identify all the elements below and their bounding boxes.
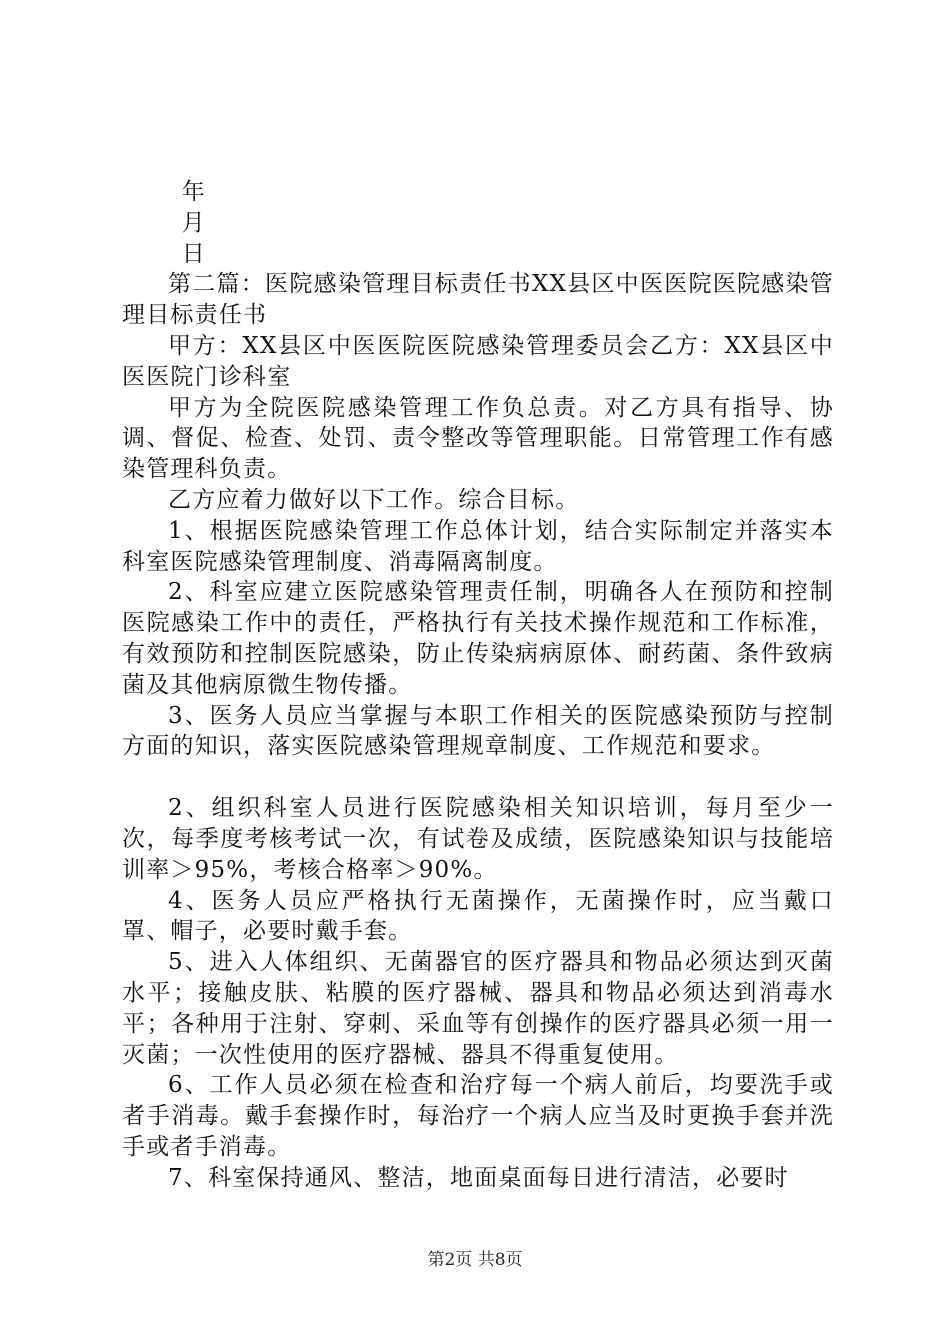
paragraph: 甲方为全院医院感染管理工作负总责。对乙方具有指导、协调、督促、检查、处罚、责令整改等管理职能。日常管理工作有感染管理科负责。	[122, 394, 834, 483]
paragraph: 4、医务人员应严格执行无菌操作，无菌操作时，应当戴口罩、帽子，必要时戴手套。	[122, 887, 834, 945]
date-month: 月	[181, 209, 206, 236]
party-line: 甲方：XX县区中医医院医院感染管理委员会乙方：XX县区中医医院门诊科室	[122, 332, 834, 390]
document-body	[122, 177, 834, 1194]
paragraph: 6、工作人员必须在检查和治疗每一个病人前后，均要洗手或者手消毒。戴手套操作时，每治疗一个病人应当及时更换手套并洗手或者手消毒。	[122, 1072, 834, 1160]
paragraph: 2、科室应建立医院感染管理责任制，明确各人在预防和控制医院感染工作中的责任，严格执行有关技术操作规范和工作标准，有效预防和控制医院感染，防止传染病病原体、耐药菌、条件致病菌及其他病原微生物传播。	[122, 579, 834, 698]
paragraph: 1、根据医院感染管理工作总体计划，结合实际制定并落实本科室医院感染管理制度、消毒隔离制度。	[122, 517, 834, 575]
section-title: 第二篇：医院感染管理目标责任书XX县区中医医院医院感染管理目标责任书	[122, 271, 834, 329]
paragraph: 7、科室保持通风、整洁，地面桌面每日进行清洁，必要时	[168, 1164, 789, 1191]
paragraph: 乙方应着力做好以下工作。综合目标。	[168, 486, 580, 513]
date-day: 日	[181, 240, 206, 267]
paragraph: 3、医务人员应当掌握与本职工作相关的医院感染预防与控制方面的知识，落实医院感染管理规章制度、工作规范和要求。	[122, 702, 834, 760]
paragraph: 2、组织科室人员进行医院感染相关知识培训，每月至少一次，每季度考核考试一次，有试卷及成绩，医院感染知识与技能培训率＞95%，考核合格率＞90%。	[122, 795, 834, 883]
date-year: 年	[181, 179, 206, 205]
page-footer: 第2页 共8页	[427, 1250, 523, 1270]
paragraph: 5、进入人体组织、无菌器官的医疗器具和物品必须达到灭菌水平；接触皮肤、粘膜的医疗器械、器具和物品必须达到消毒水平；各种用于注射、穿刺、采血等有创操作的医疗器具必须一用一灭菌；一次性使用的医疗器械、器具不得重复使用。	[122, 949, 834, 1068]
